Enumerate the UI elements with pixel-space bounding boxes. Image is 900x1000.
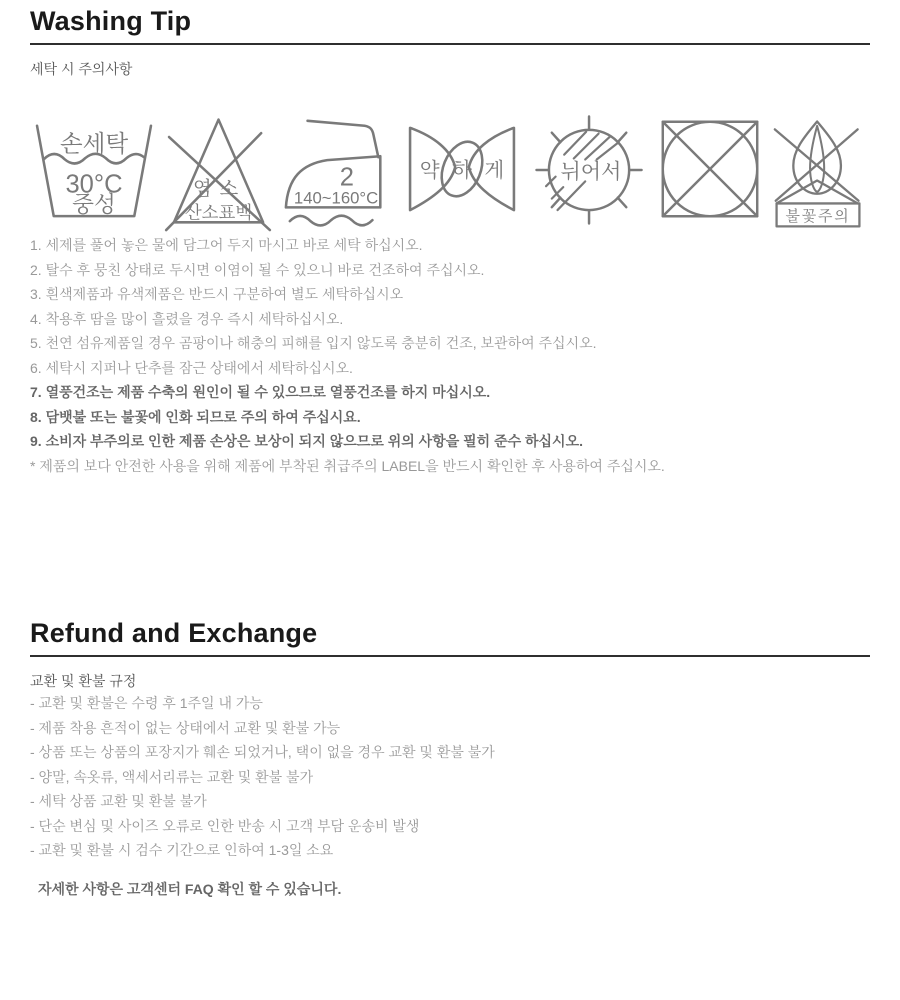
washing-tip-subtitle: 세탁 시 주의사항 (30, 61, 133, 77)
wring-icon-label1: 약 (419, 158, 440, 182)
hand-wash-icon-label: 손세탁 (59, 130, 129, 157)
washing-note: 4. 착용후 땀을 많이 흘렸을 경우 즉시 세탁하십시오. (30, 310, 344, 327)
refund-rule: - 교환 및 환불 시 검수 기간으로 인하여 1-3일 소요 (30, 842, 334, 858)
refund-exchange-title: Refund and Exchange (30, 618, 870, 657)
hand-wash-icon-temp: 30°C (65, 170, 123, 199)
hand-wash-30-icon (30, 114, 158, 224)
laundry-symbol-row (30, 105, 870, 233)
no-flame-icon-label: 불꽃주의 (785, 207, 851, 225)
wring-icon-label3: 게 (484, 158, 505, 182)
refund-rule: - 교환 및 환불은 수령 후 1주일 내 가능 (30, 695, 263, 711)
washing-note: 2. 탈수 후 뭉친 상태로 두시면 이염이 될 수 있으니 바로 건조하여 주십시오. (30, 261, 485, 278)
faq-notice: 자세한 사항은 고객센터 FAQ 확인 할 수 있습니다. (38, 880, 342, 897)
refund-rule: - 단순 변심 및 사이즈 오류로 인한 반송 시 고객 부담 운송비 발생 (30, 817, 420, 834)
washing-note: 3. 흰색제품과 유색제품은 반드시 구분하여 별도 세탁하십시오 (30, 286, 404, 302)
iron-low-heat-icon (280, 109, 398, 229)
refund-exchange-section (30, 618, 870, 899)
no-bleach-icon-label2: 산소표백 (184, 202, 253, 223)
iron-icon-temp: 140~160°C (293, 188, 379, 208)
washing-note-bold: 7. 열풍건조는 제품 수축의 원인이 될 수 있으므로 열풍건조를 하지 마십시오. (30, 384, 491, 400)
refund-rule: - 세탁 상품 교환 및 환불 불가 (30, 793, 207, 809)
no-bleach-icon (163, 106, 275, 232)
washing-note: 5. 천연 섬유제품일 경우 곰팡이나 해충의 피해를 입지 않도록 충분히 건조, 보관하여 주십시오. (30, 335, 597, 351)
no-tumble-dry-icon (659, 118, 761, 220)
iron-icon-dots: 2 (339, 163, 354, 192)
washing-note: 6. 세탁시 지퍼나 단추를 잠근 상태에서 세탁하십시오. (30, 359, 353, 376)
refund-exchange-subtitle: 교환 및 환불 규정 (30, 673, 137, 689)
wring-icon-label2: 하 (452, 158, 472, 182)
no-open-flame-icon (766, 110, 870, 229)
washing-note: 1. 세제를 풀어 놓은 물에 담그어 두지 마시고 바로 세탁 하십시오. (30, 237, 423, 253)
washing-tip-section (30, 6, 870, 478)
washing-note-bold: 8. 담뱃불 또는 불꽃에 인화 되므로 주의 하여 주십시요. (30, 408, 361, 425)
no-bleach-icon-label1: 염소 (193, 178, 246, 201)
washing-notes-list (30, 233, 870, 478)
washing-note-bold: 9. 소비자 부주의로 인한 제품 손상은 보상이 되지 않으므로 위의 사항을 필히 준수 하십시오. (30, 433, 583, 449)
hand-wash-icon-neutral: 중성 (72, 192, 116, 218)
washing-tip-title: Washing Tip (30, 6, 870, 45)
refund-rule: - 양말, 속옷류, 액세서리류는 교환 및 환불 불가 (30, 768, 314, 785)
refund-rule: - 제품 착용 흔적이 없는 상태에서 교환 및 환불 가능 (30, 719, 341, 736)
refund-rules-list (30, 691, 870, 863)
wring-gently-icon (403, 120, 521, 218)
dry-flat-in-shade-icon (526, 105, 654, 233)
washing-note-asterisk: * 제품의 보다 안전한 사용을 위해 제품에 부착된 취급주의 LABEL을 반드시 확인한 후 사용하여 주십시오. (30, 457, 665, 474)
refund-rule: - 상품 또는 상품의 포장지가 훼손 되었거나, 택이 없을 경우 교환 및 환불 불가 (30, 744, 495, 760)
dry-flat-icon-label: 뉘어서 (560, 160, 622, 184)
